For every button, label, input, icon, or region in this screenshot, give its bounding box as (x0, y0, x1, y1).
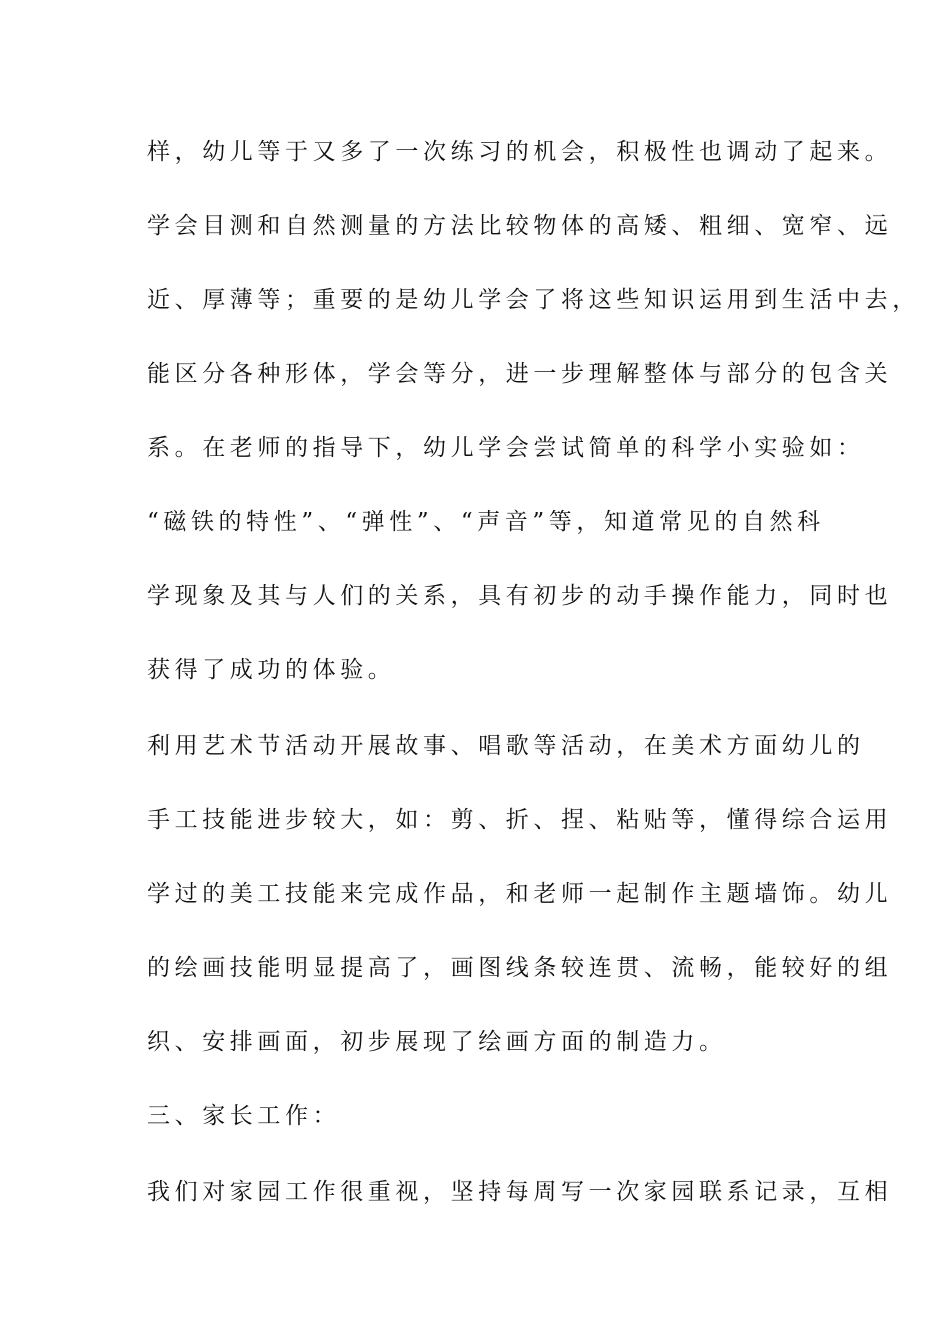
text-line: 样，幼儿等于又多了一次练习的机会，积极性也调动了起来。 (147, 139, 893, 165)
paragraph-start-line: 我们对家园工作很重视，坚持每周写一次家园联系记录，互相 (147, 1179, 893, 1205)
section-heading: 三、家长工作： (147, 1103, 341, 1129)
text-line: 能区分各种形体，学会等分，进一步理解整体与部分的包含关 (147, 361, 893, 387)
text-line: 近、厚薄等；重要的是幼儿学会了将这些知识运用到生活中去， (147, 287, 920, 313)
text-line: 手工技能进步较大，如：剪、折、捏、粘贴等，懂得综合运用 (147, 807, 893, 833)
text-line: 的绘画技能明显提高了，画图线条较连贯、流畅，能较好的组 (147, 955, 893, 981)
text-line: 学会目测和自然测量的方法比较物体的高矮、粗细、宽窄、远 (147, 213, 893, 239)
text-line: 织、安排画面，初步展现了绘画方面的制造力。 (147, 1029, 727, 1055)
paragraph-start-line: 利用艺术节活动开展故事、唱歌等活动，在美术方面幼儿的 (147, 733, 865, 759)
text-line: 学过的美工技能来完成作品，和老师一起制作主题墙饰。幼儿 (147, 881, 893, 907)
text-line: “磁铁的特性”、“弹性”、“声音”等，知道常见的自然科 (147, 509, 825, 535)
text-line: 系。在老师的指导下，幼儿学会尝试简单的科学小实验如： (147, 435, 865, 461)
text-line: 获得了成功的体验。 (147, 657, 396, 683)
text-line: 学现象及其与人们的关系，具有初步的动手操作能力，同时也 (147, 583, 893, 609)
